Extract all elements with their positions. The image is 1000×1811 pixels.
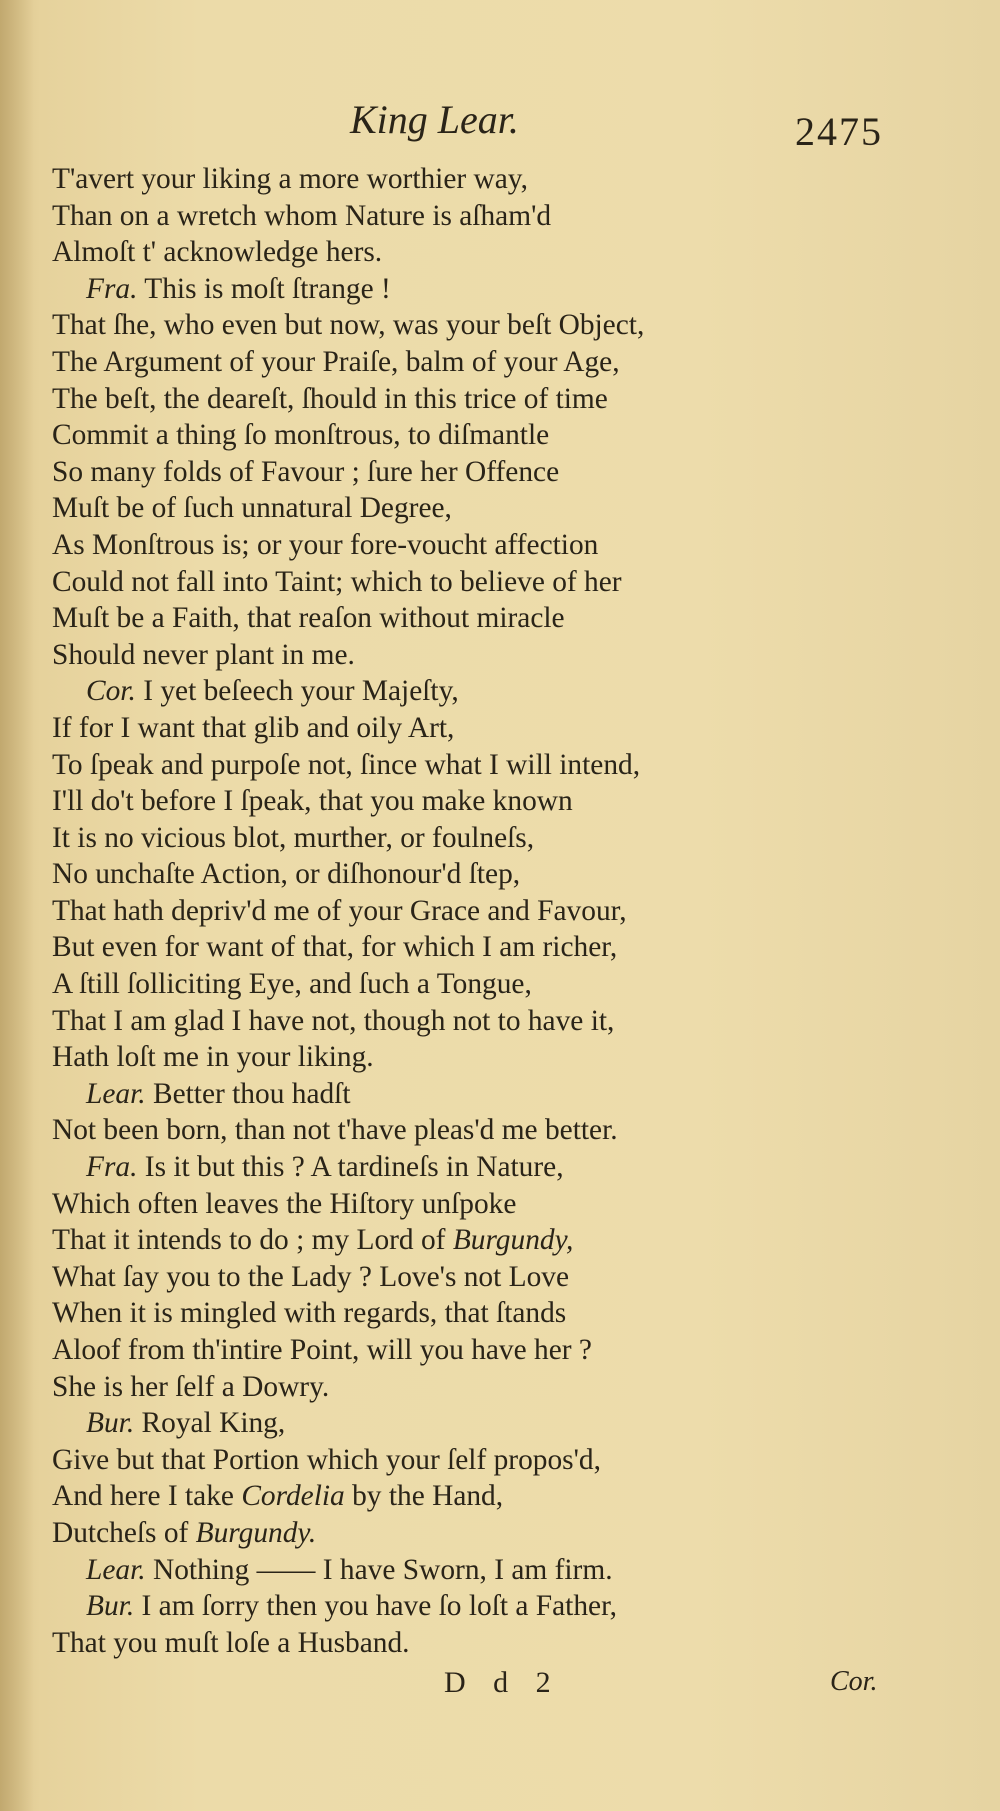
line-text: That you muſt loſe a Husband. (52, 1626, 410, 1659)
verse-line (52, 1259, 832, 1296)
line-text: Commit a thing ſo monſtrous, to diſmantle (52, 419, 550, 452)
signature-mark: D d 2 (444, 1666, 561, 1699)
line-text: When it is mingled with regards, that ſtands (52, 1297, 567, 1330)
line-text: But even for want of that, for which I am richer, (52, 931, 618, 964)
line-text: Could not fall into Taint; which to believe of her (52, 565, 622, 598)
line-text: I'll do't before I ſpeak, that you make known (52, 785, 573, 818)
line-text: The Argument of your Praiſe, balm of your Age, (52, 345, 620, 378)
verse-line (52, 1295, 832, 1332)
verse-line (52, 966, 832, 1003)
verse-line (52, 454, 832, 491)
verse-line (52, 1112, 832, 1149)
line-text: To ſpeak and purpoſe not, ſince what I will intend, (52, 748, 641, 781)
verse-line (52, 1076, 832, 1113)
line-text: T'avert your liking a more worthier way, (52, 163, 528, 195)
line-text: Muſt be a Faith, that reaſon without miracle (52, 602, 565, 635)
verse-line (52, 161, 832, 198)
running-head (350, 96, 519, 143)
speaker-name: Fra. (86, 272, 138, 305)
verse-line (52, 1442, 832, 1479)
line-text: Give but that Portion which your ſelf propos'd, (52, 1443, 601, 1476)
verse-line (52, 600, 832, 637)
speaker-name: Bur. (86, 1590, 135, 1623)
verse-line (52, 198, 832, 235)
speaker-name: Bur. (86, 1407, 135, 1440)
gutter-shadow (0, 0, 34, 1811)
verse-line (52, 1478, 832, 1515)
line-text: That ſhe, who even but now, was your beſt Object, (52, 309, 645, 342)
line-text: No unchaſte Action, or diſhonour'd ſtep, (52, 858, 521, 891)
italic-name: Burgundy. (195, 1516, 317, 1549)
verse-line (52, 1625, 832, 1662)
line-text: Muſt be of ſuch unnatural Degree, (52, 492, 452, 525)
verse-line (52, 417, 832, 454)
line-text: I yet beſeech your Majeſty, (143, 675, 459, 708)
verse-line (52, 1332, 832, 1369)
line-text: Nothing —— I have Sworn, I am firm. (152, 1553, 613, 1586)
line-text: Hath loſt me in your liking. (52, 1041, 374, 1074)
italic-name: Burgundy, (452, 1224, 574, 1257)
verse-line (52, 893, 832, 930)
verse-line (52, 307, 832, 344)
line-text: The beſt, the deareſt, ſhould in this trice of time (52, 382, 608, 415)
verse-line (52, 564, 832, 601)
line-text: What ſay you to the Lady ? Love's not Love (52, 1260, 570, 1293)
verse-line (52, 929, 832, 966)
line-text: A ſtill ſolliciting Eye, and ſuch a Tongue, (52, 968, 532, 1001)
page-number: 2475 (795, 109, 883, 154)
verse-line (52, 783, 832, 820)
speaker-name: Fra. (86, 1151, 138, 1184)
verse-line (52, 490, 832, 527)
line-text: That hath depriv'd me of your Grace and Favour, (52, 894, 627, 927)
line-text: So many folds of Favour ; ſure her Offence (52, 455, 560, 488)
verse-line (52, 673, 832, 710)
line-text: As Monſtrous is; or your fore-voucht affection (52, 528, 599, 561)
verse-line (52, 1405, 832, 1442)
line-text: Which often leaves the Hiſtory unſpoke (52, 1187, 517, 1220)
italic-name: Cordelia (241, 1480, 345, 1513)
verse-line (52, 820, 832, 857)
verse-line (52, 1039, 832, 1076)
verse-line (52, 747, 832, 784)
speaker-name: Lear. (86, 1077, 146, 1110)
line-text: Than on a wretch whom Nature is aſham'd (52, 199, 552, 232)
line-text: Aloof from th'intire Point, will you have her ? (52, 1334, 592, 1366)
line-text: Should never plant in me. (52, 638, 355, 671)
line-text: Royal King, (141, 1407, 286, 1440)
verse-line (52, 271, 832, 308)
line-text: Not been born, than not t'have pleas'd me better. (52, 1114, 618, 1147)
line-text: It is no vicious blot, murther, or foulneſs, (52, 821, 535, 854)
verse-line (52, 1003, 832, 1040)
verse-line (52, 1552, 832, 1589)
line-text: She is her ſelf a Dowry. (52, 1370, 330, 1403)
verse-line (52, 637, 832, 674)
running-head-title: King Lear. (350, 97, 519, 142)
catchword: Cor. (830, 1666, 878, 1697)
verse-line (52, 344, 832, 381)
line-tail: by the Hand, (344, 1480, 504, 1513)
speaker-name: Lear. (86, 1553, 146, 1586)
verse-line (52, 527, 832, 564)
verse-line (52, 1369, 832, 1406)
verse-line (52, 1186, 832, 1223)
verse-line (52, 1149, 832, 1186)
verse-line (52, 856, 832, 893)
line-text: That it intends to do ; my Lord of (52, 1224, 453, 1257)
line-text: I am ſorry then you have ſo loſt a Father, (141, 1590, 618, 1623)
speaker-name: Cor. (86, 675, 136, 708)
line-text: Better thou hadſt (152, 1077, 351, 1110)
line-text: Is it but this ? A tardineſs in Nature, (144, 1151, 564, 1184)
verse-line (52, 1515, 832, 1552)
line-text: That I am glad I have not, though not to have it, (52, 1004, 615, 1037)
line-text: This is moſt ſtrange ! (144, 272, 391, 305)
verse-line (52, 234, 832, 271)
verse-line (52, 1222, 832, 1259)
verse-line (52, 710, 832, 747)
line-text: If for I want that glib and oily Art, (52, 711, 455, 744)
verse-line (52, 381, 832, 418)
verse-line (52, 1588, 832, 1625)
play-text (52, 161, 832, 1661)
line-text: Dutcheſs of (52, 1516, 196, 1549)
line-text: Almoſt t' acknowledge hers. (52, 236, 383, 269)
line-text: And here I take (52, 1480, 242, 1513)
